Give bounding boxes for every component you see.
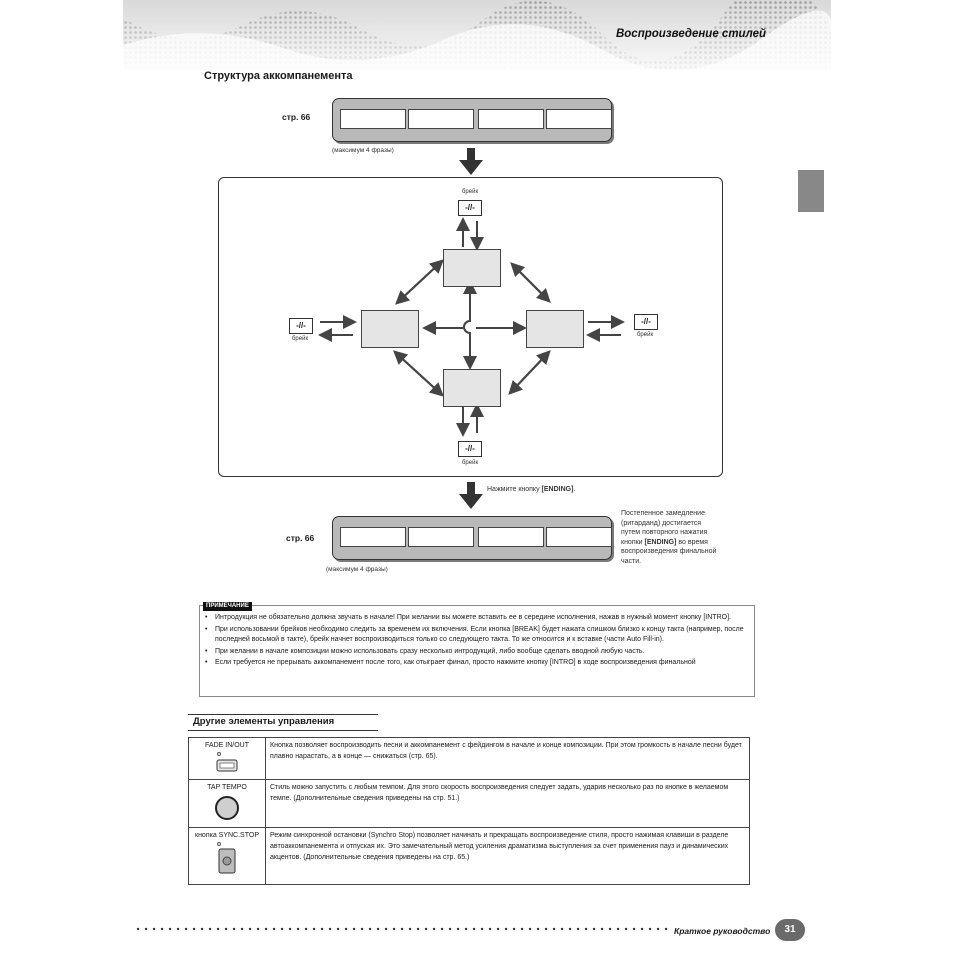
page-number: 31 [775,919,805,941]
intro-page-ref: стр. 66 [282,112,311,122]
footer-title: Краткое руководство [674,926,771,936]
control-name: TAP TEMPO [207,784,247,791]
side-section-tab [798,170,824,212]
fill-in-box-left [361,310,419,348]
fill-in-box-bottom [443,369,501,407]
note-badge: ПРИМЕЧАНИЕ [203,602,252,611]
heading-rule-bottom [188,730,378,731]
note-item: • При желании в начале композиции можно использовать сразу несколько интродукций, либо вообще сделать вводной любую часть. [205,647,753,658]
down-arrow-icon [458,482,484,510]
table-row [189,738,750,780]
controls-table [188,737,750,885]
heading-rule-top [188,714,378,715]
note-item: • При использовании брейков необходимо следить за временем их включения. Если кнопка [BREAK] будет нажата слишком близко к концу такта (например, после последней восьмой в такте), брейк начнет воспроизводиться только со следующего такта. То же относится и к вставке (части Auto Fill-in). [205,625,753,646]
ending-press-instruction [487,486,575,493]
break-label-right: брейк [637,332,654,338]
ending-phrase-box [408,527,474,547]
break-icon: -//- [458,200,482,216]
fill-in-box-right [526,310,584,348]
section-title: Структура аккомпанемента [204,70,353,82]
intro-max-note: (максимум 4 фразы) [332,147,394,154]
sync-stop-button-icon [215,841,239,875]
ending-phrase-box [546,527,612,547]
control-name-cell [189,738,266,780]
footer-dot-leader [135,925,671,933]
ritardando-desc-post: во время воспроизведения финальной части. [621,538,717,565]
header-title: Воспроизведение стилей [615,28,766,40]
intro-phrase-box [408,109,474,129]
control-name: кнопка SYNC.STOP [195,832,259,839]
ritardando-desc-key: [ENDING] [644,538,677,546]
control-name: FADE IN/OUT [205,742,249,749]
control-desc: Кнопка позволяет воспроизводить песни и аккомпанемент с фейдингом в начале и конце композиции. При этом громкость в начале песни будет плавно нарастать, а в конце — снижаться (стр. 65). [266,738,750,780]
intro-phrase-box [546,109,612,129]
ending-press-suffix: . [573,486,576,493]
note-list [205,613,753,670]
fade-button-icon [215,751,239,773]
break-icon: -//- [458,441,482,457]
control-desc: Режим синхронной остановки (Synchro Stop) позволяет начинать и прекращать воспроизведение стиля, просто нажимая клавиши в разделе автоаккомпанемента и отпуская их. Это замечательный метод усиления драматизма выступления за счет применения пауз и динамических акцентов. (Дополнительные сведения приведены на стр. 65.) [266,828,750,885]
break-icon: -//- [289,318,313,334]
intro-phrase-bar [332,98,612,142]
fill-in-box-top [443,249,501,287]
down-arrow-icon [458,148,484,176]
ending-phrase-box [340,527,406,547]
ending-max-note: (максимум 4 фразы) [326,566,388,573]
table-row [189,828,750,885]
break-label-top: брейк [462,189,479,195]
note-item: • Интродукция не обязательно должна звучать в начале! При желании вы можете вставить ее в середине исполнения, нажав в нужный момент кнопку [INTRO]. [205,613,753,624]
ritardando-desc-pre: Постепенное замедление (ритарданд) достигается путем повторного нажатия кнопки [621,510,708,546]
ending-phrase-box [478,527,544,547]
intro-phrase-box [340,109,406,129]
control-name-cell [189,828,266,885]
note-item: • Если требуется не прерывать аккомпанемент после того, как отыграет финал, просто нажмите кнопку [INTRO] в ходе воспроизведения финальной [205,658,753,669]
break-label-bottom: брейк [462,460,479,466]
break-label-left: брейк [292,336,309,342]
table-row [189,780,750,828]
ending-press-key: [ENDING] [541,486,574,493]
ending-ritardando-text [621,509,721,566]
ending-page-ref: стр. 66 [286,533,315,543]
ending-press-prefix: Нажмите кнопку [487,486,542,493]
intro-phrase-box [478,109,544,129]
control-name-cell [189,780,266,828]
controls-heading: Другие элементы управления [193,716,335,727]
break-icon: -//- [634,314,658,330]
control-desc: Стиль можно запустить с любым темпом. Для этого скорость воспроизведения следует задать, ударив несколько раз по кнопке в желаемом темпе. (Дополнительные сведения приведены на стр. 51.) [266,780,750,828]
tap-tempo-knob-icon [213,793,241,821]
ending-phrase-bar [332,516,612,560]
